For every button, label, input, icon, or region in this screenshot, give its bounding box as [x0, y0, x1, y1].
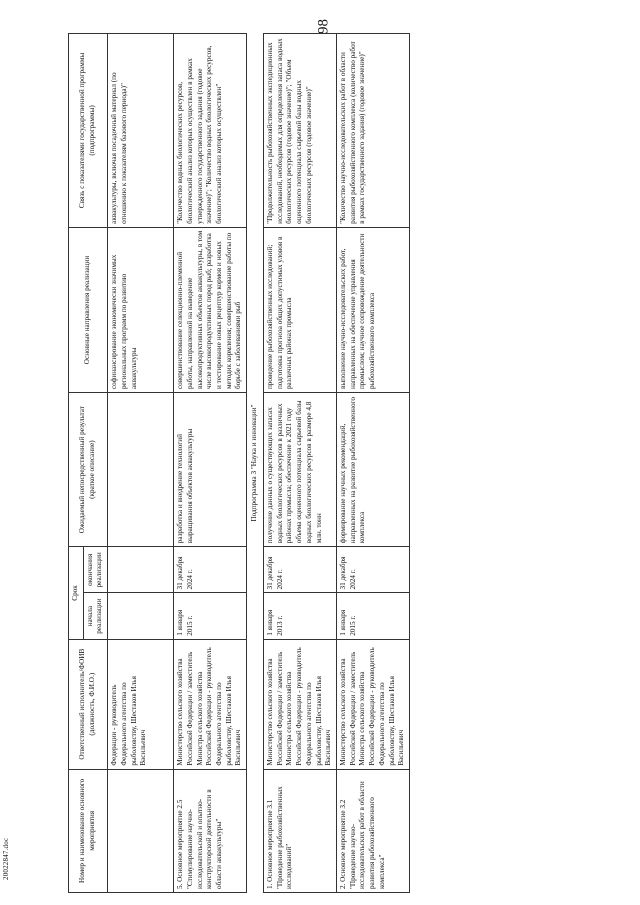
- row-responsible-cell: Министерство сельского хозяйства Российской Федерации / заместитель Министра сельского хозяйства Российской Федерации - руководитель Федерального агентства по рыболовству, Шестаков Илья Васильевич: [336, 639, 409, 769]
- rotated-table-container: [68, 33, 613, 893]
- header-result: Ожидаемый непосредственный результат (краткое описание): [69, 393, 108, 547]
- row-start-cell: 1 января 2013 г.: [263, 593, 336, 639]
- row-directions-cell: проведение рыбохозяйственных исследований; подготовка прогноза общих допустимых уловов в различных районах промысла: [263, 227, 336, 392]
- row-result-cell: разработка и внедрение технологий выращивания объектов аквакультуры: [174, 393, 247, 547]
- row-start-cell: 1 января 2015 г.: [336, 593, 409, 639]
- row-end-cell: 31 декабря 2024 г.: [336, 547, 409, 593]
- row-name-cell: 1. Основное мероприятие 3.1 "Проведение рыбохозяйственных исследований": [263, 769, 336, 892]
- table-row: [174, 34, 247, 893]
- row-end-cell: 31 декабря 2024 г.: [263, 547, 336, 593]
- subprogram-row: [247, 34, 264, 893]
- row-link-cell: аквакультуры, включая посадочный материал (по отношению к показателям базового периода)": [108, 34, 174, 228]
- header-term-end: окончания реализации: [83, 547, 107, 593]
- row-directions-cell: выполнение научно-исследовательских работ, направленных на обеспечение управления промыслом; научное сопровождение деятельности рыбохозяйственного комплекса: [336, 227, 409, 392]
- row-end-cell: [108, 547, 174, 593]
- table-row: [336, 34, 409, 893]
- row-link-cell: "Количество водных биологических ресурсов, биологический анализ которых осуществлен в рамках утвержденного государственного задания (годовое значение)"; "Количество водных биологических ресурсов, биологический анализ которых осуществлен": [174, 34, 247, 228]
- table-row: [108, 34, 174, 893]
- row-result-cell: получение данных о существующих запасах водных биологических ресурсов в различных районах промысла; обеспечение к 2021 году объема оцененного потенциала сырьевой базы водных биологических ресурсов в размере 4,8 млн. тонн: [263, 393, 336, 547]
- header-link: Связь с показателями государственной программы (подпрограммы): [69, 34, 108, 228]
- row-link-cell: "Продолжительность рыбохозяйственных экспедиционных исследований, необходимых для определения запаса водных биологических ресурсов (годовое значение)"; "Объем оцененного потенциала сырьевой базы водных биологических ресурсов (годовое значение)": [263, 34, 336, 228]
- measures-table: [68, 33, 410, 893]
- row-directions-cell: совершенствование селекционно-племенной работы, направленной на выведение высокопродуктивных объектов аквакультуры, в том числе высокопродуктивных пород рыб; разработка и тестирование новых рецептур кормов и новых методик кормления; совершенствование работы по борьбе с заболеваниями рыб: [174, 227, 247, 392]
- table-row: [263, 34, 336, 893]
- document-filename: 20022847.doc: [2, 837, 10, 880]
- row-directions-cell: софинансирование экономически значимых региональных программ по развитию аквакультуры: [108, 227, 174, 392]
- row-name-cell: 2. Основное мероприятие 3.2 "Проведение научно-исследовательских работ в области развития рыбохозяйственного комплекса": [336, 769, 409, 892]
- header-term-start: начала реализации: [83, 593, 107, 639]
- row-name-cell: [108, 769, 174, 892]
- row-responsible-cell: Федерации - руководитель Федерального агентства по рыболовству, Шестаков Илья Васильевич: [108, 639, 174, 769]
- row-responsible-cell: Министерство сельского хозяйства Российской Федерации / заместитель Министра сельского хозяйства Российской Федерации - руководитель Федерального агентства по рыболовству, Шестаков Илья Васильевич: [174, 639, 247, 769]
- row-end-cell: 31 декабря 2024 г.: [174, 547, 247, 593]
- row-start-cell: [108, 593, 174, 639]
- row-link-cell: "Количество научно-исследовательских работ в области развития рыбохозяйственного комплекса (количество работ в рамках государственного задания) (годовое значение)": [336, 34, 409, 228]
- row-result-cell: [108, 393, 174, 547]
- header-term: Срок: [69, 547, 84, 640]
- header-number-name: Номер и наименование основного мероприятия: [69, 769, 108, 892]
- header-responsible: Ответственный исполнитель/ФОИВ (должность, Ф.И.О.): [69, 639, 108, 769]
- page-number: 98: [315, 19, 332, 34]
- row-name-cell: 5. Основное мероприятие 2.5 "Стимулирование научно-исследовательской и опытно-конструкторской деятельности в области аквакультуры": [174, 769, 247, 892]
- row-result-cell: формирование научных рекомендаций, направленных на развитие рыбохозяйственного комплекса: [336, 393, 409, 547]
- row-start-cell: 1 января 2015 г.: [174, 593, 247, 639]
- row-responsible-cell: Министерство сельского хозяйства Российской Федерации / заместитель Министра сельского хозяйства Российской Федерации - руководитель Федерального агентства по рыболовству, Шестаков Илья Васильевич: [263, 639, 336, 769]
- subprogram-title: Подпрограмма 3 "Наука и инновации": [247, 34, 264, 893]
- header-directions: Основные направления реализации: [69, 227, 108, 392]
